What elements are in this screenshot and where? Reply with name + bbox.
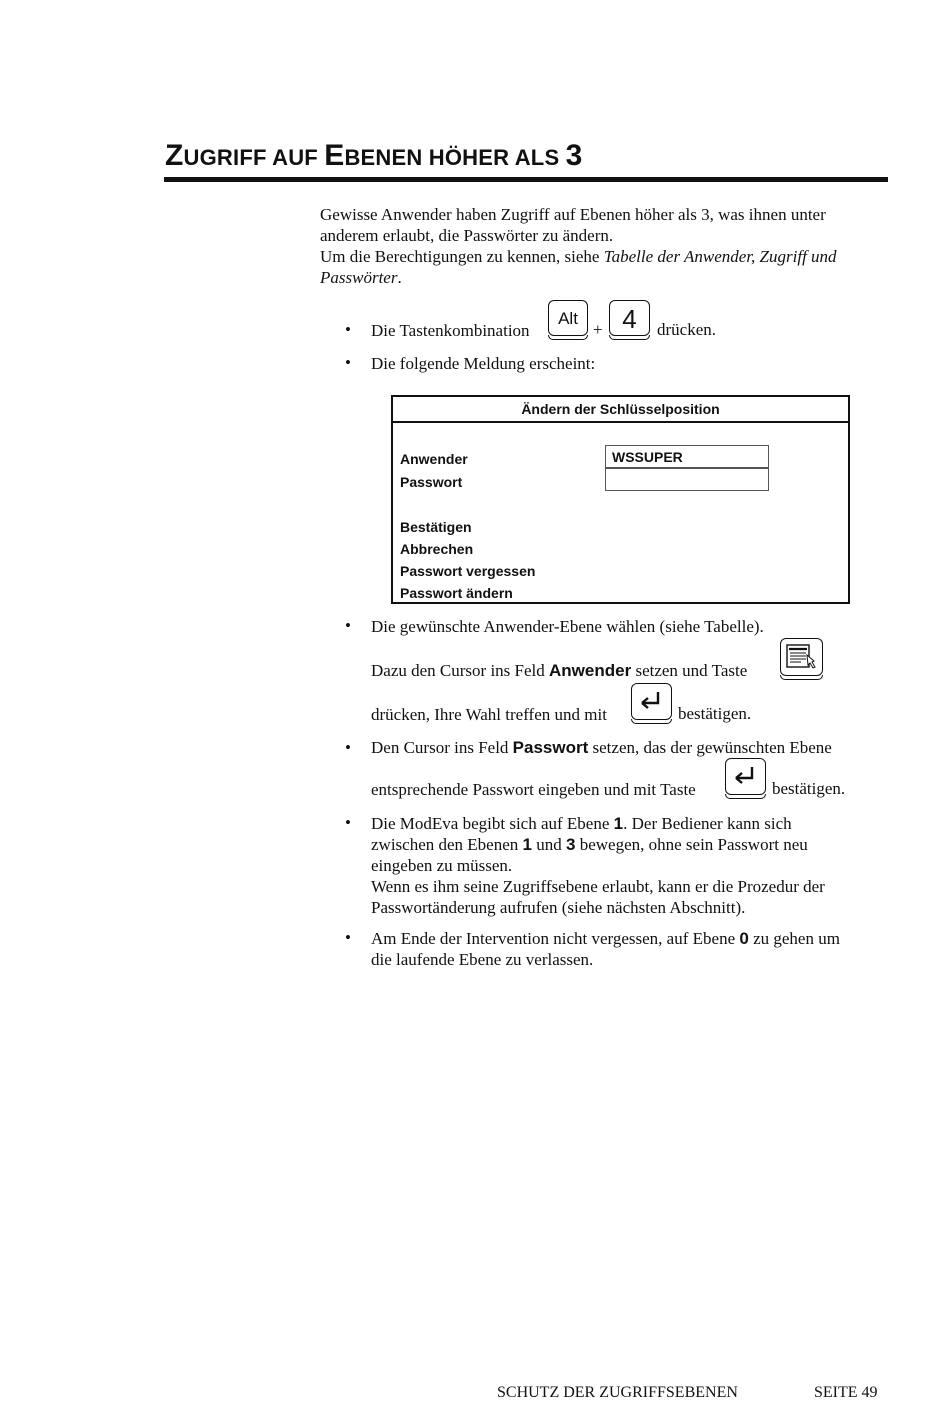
bullet-6-text: Am Ende der Intervention nicht vergessen, auf Ebene 0 zu gehen um die laufende Ebene zu verlassen.: [371, 929, 840, 969]
change-key-position-dialog: [391, 395, 850, 604]
bullet-3-line1: Die gewünschte Anwender-Ebene wählen (siehe Tabelle).: [371, 617, 764, 636]
bullet-1-suffix: drücken.: [657, 320, 717, 339]
page-title: ZUGRIFF AUF EBENEN HÖHER ALS 3: [165, 139, 583, 172]
forgot-password-button[interactable]: Passwort vergessen: [400, 563, 536, 579]
intro-paragraph: Gewisse Anwender haben Zugriff auf Ebenen höher als 3, was ihnen unter anderem erlaubt, die Passwörter zu ändern. Um die Berechtigungen zu kennen, siehe Tabelle der Anwender, Zugriff und Passwörter.: [320, 205, 837, 287]
bullet-5-text: Die ModEva begibt sich auf Ebene 1. Der Bediener kann sich zwischen den Ebenen 1 und 3 bewegen, ohne sein Passwort neu eingeben zu müssen. Wenn es ihm seine Zugriffsebene erlaubt, kann er die Prozedur der Passwortänderung aufrufen (siehe nächsten Abschnitt).: [371, 814, 825, 917]
alt-key-icon: Alt: [548, 300, 588, 336]
plus-sign: +: [593, 320, 603, 339]
bullet-3-line3-suffix: bestätigen.: [678, 704, 752, 723]
user-label: Anwender: [400, 451, 468, 467]
bullet-1-text: Die Tastenkombination: [371, 321, 530, 340]
enter-key-icon: [725, 758, 766, 795]
bullet-4-line2-suffix: bestätigen.: [772, 779, 846, 798]
bullet-2-text: Die folgende Meldung erscheint:: [371, 354, 596, 373]
bullet-symbol: •: [345, 928, 351, 947]
password-label: Passwort: [400, 474, 463, 490]
bullet-4-line2: entsprechende Passwort eingeben und mit Taste: [371, 780, 696, 799]
dialog-title: Ändern der Schlüsselposition: [393, 397, 848, 423]
cancel-button[interactable]: Abbrechen: [400, 541, 474, 557]
confirm-button[interactable]: Bestätigen: [400, 519, 472, 535]
bullet-symbol: •: [345, 320, 351, 339]
bullet-symbol: •: [345, 738, 351, 757]
title-rule: [164, 177, 888, 182]
footer-page-number: SEITE 49: [814, 1384, 878, 1401]
bullet-symbol: •: [345, 616, 351, 635]
bullet-symbol: •: [345, 353, 351, 372]
user-field[interactable]: WSSUPER: [605, 445, 769, 468]
bullet-symbol: •: [345, 813, 351, 832]
password-field[interactable]: [605, 468, 769, 491]
change-password-button[interactable]: Passwort ändern: [400, 585, 513, 601]
bullet-3-line2: Dazu den Cursor ins Feld Anwender setzen und Taste: [371, 661, 748, 680]
list-select-key-icon: [780, 638, 823, 676]
enter-key-icon: [631, 683, 672, 720]
bullet-4-line1: Den Cursor ins Feld Passwort setzen, das der gewünschten Ebene: [371, 738, 832, 757]
footer-section-title: SCHUTZ DER ZUGRIFFSEBENEN: [497, 1384, 738, 1401]
bullet-3-line3: drücken, Ihre Wahl treffen und mit: [371, 705, 607, 724]
four-key-icon: 4: [609, 300, 650, 336]
